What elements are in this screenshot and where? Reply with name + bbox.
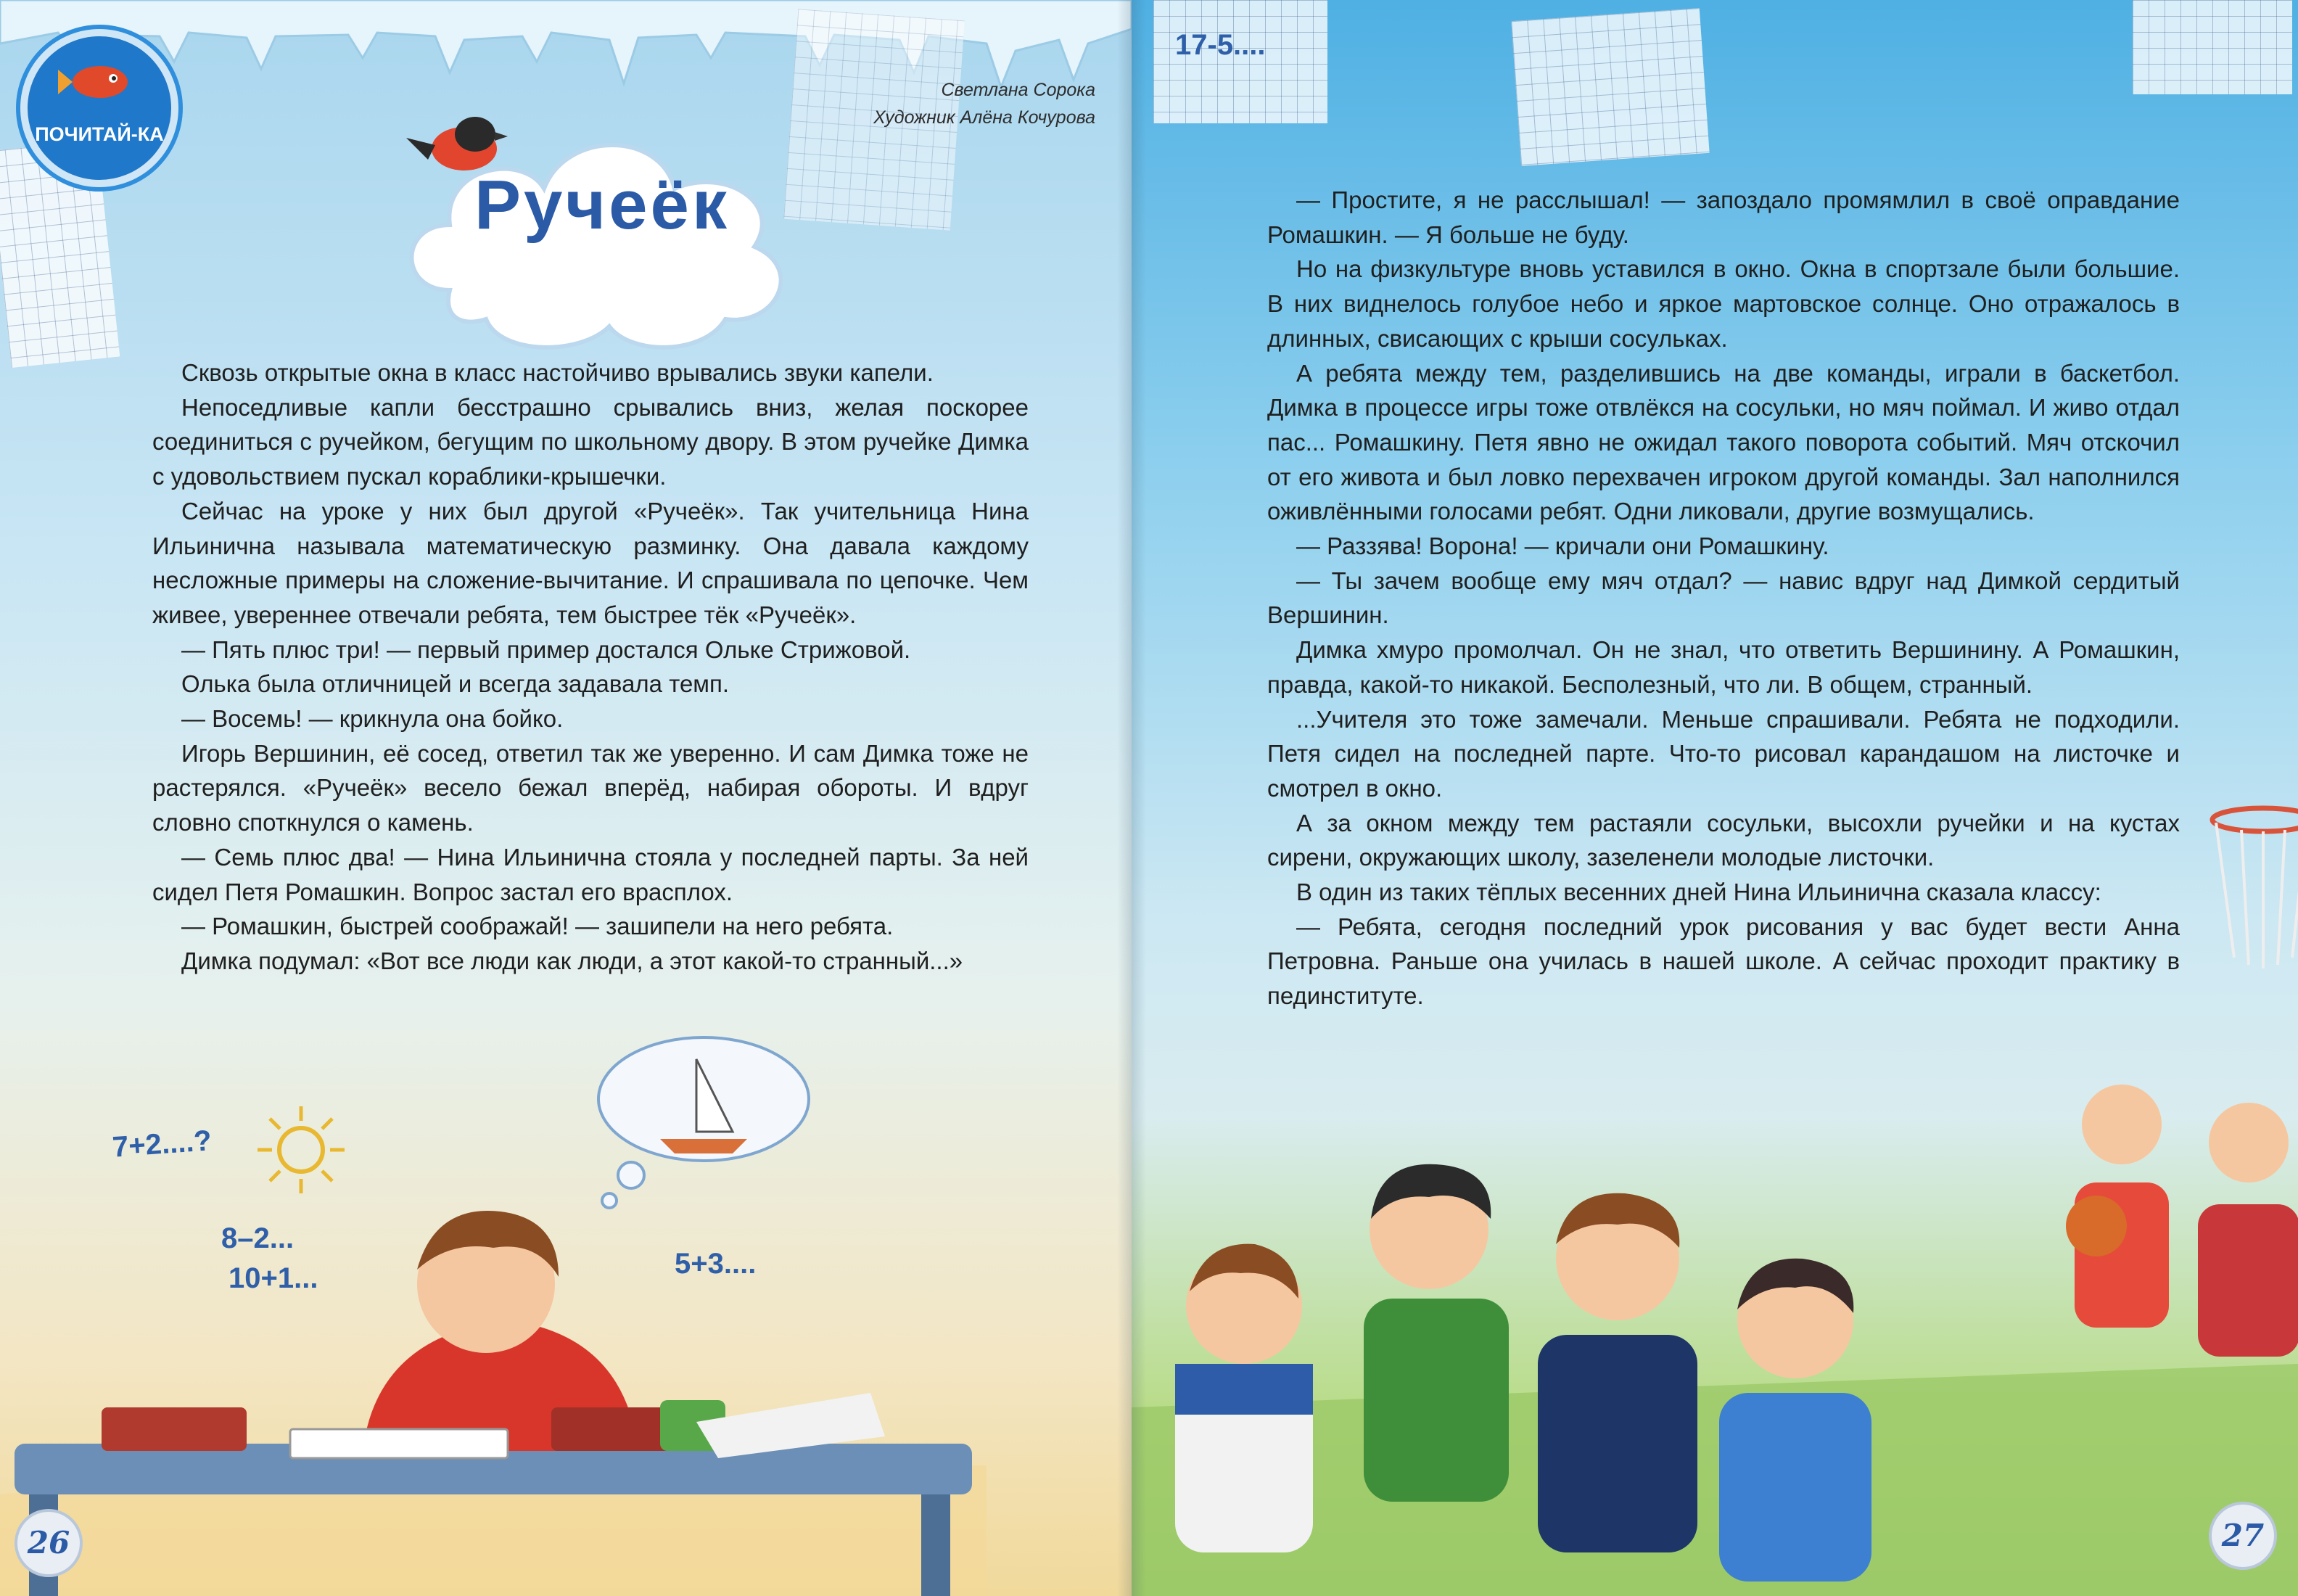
paragraph: Сквозь открытые окна в класс настойчиво врывались звуки капели. [181, 359, 934, 386]
book-gutter [1117, 0, 1146, 1596]
boy-at-desk-illustration [0, 1190, 1088, 1596]
paragraph: — Ребята, сегодня последний урок рисования у вас будет вести Анна Петровна. Раньше она училась в нашей школе. А сейчас проходит практику в пединституте. [1267, 913, 2180, 1010]
girl-blue-jacket [1719, 1259, 1871, 1581]
math-doodle: 8–2... [221, 1222, 295, 1254]
author-name: Светлана Сорока [941, 80, 1095, 100]
paragraph: Димка подумал: «Вот все люди как люди, а этот какой-то странный...» [181, 947, 963, 974]
page-number: 27 [2209, 1502, 2277, 1570]
grid-paper-patch [1511, 8, 1709, 166]
right-text [1267, 183, 2180, 1013]
paragraph: — Семь плюс два! — Нина Ильинична стояла у последней парты. За ней сидел Петя Ромашкин. Вопрос застал его врасплох. [152, 843, 1029, 905]
paragraph: — Простите, я не расслышал! — запоздало промямлил в своё оправдание Ромашкин. — Я больше не буду. [1267, 186, 2180, 248]
paragraph: — Восемь! — крикнула она бойко. [181, 705, 564, 733]
boy-with-basketball [2066, 1085, 2169, 1328]
paragraph: А за окном между тем растаяли сосульки, высохли ручейки и на кустах сирени, окружающих школу, зазеленели молодые листочки. [1267, 809, 2180, 871]
grid-paper-patch [2133, 0, 2292, 94]
math-doodle: 5+3.... [675, 1248, 757, 1280]
math-doodle: 17-5.... [1175, 29, 1266, 61]
paragraph: — Ромашкин, быстрей соображай! — зашипели на него ребята. [181, 913, 894, 940]
paragraph: Непоседливые капли бесстрашно срывались вниз, желая поскорее соединиться с ручейком, бегущим по школьному двору. В этом ручейке Димка с удовольствием пускал кораблики-крышечки. [152, 393, 1029, 490]
paragraph: — Ты зачем вообще ему мяч отдал? — навис вдруг над Димкой сердитый Вершинин. [1267, 567, 2180, 629]
paragraph: Но на физкультуре вновь уставился в окно. Окна в спортзале были большие. В них виднелось голубое небо и яркое мартовское солнце. Оно отражалось в длинных, свисающих с крыши сосульках. [1267, 255, 2180, 352]
page-number: 26 [15, 1509, 83, 1577]
paragraph: Игорь Вершинин, её сосед, ответил так же уверенно. И сам Димка тоже не растерялся. «Ручеёк» весело бежал вперёд, набирая обороты. И вдруг словно споткнулся о камень. [152, 739, 1029, 836]
boy-green-sweater [1364, 1164, 1509, 1502]
fish-icon [57, 57, 144, 107]
paragraph: — Раззява! Ворона! — кричали они Ромашкину. [1296, 532, 1829, 560]
section-badge [20, 29, 178, 187]
paragraph: А ребята между тем, разделившись на две команды, играли в баскетбол. Димка в процессе игры тоже отвлёкся на сосульки, но мяч поймал. И живо отдал пас... Ромашкину. Петя явно не ожидал такого поворота событий. Мяч отскочил от его живота и был ловко перехвачен игроком другой команды. Зал наполнился оживлёнными голосами ребят. Одни ликовали, другие возмущались. [1267, 359, 2180, 525]
math-doodle: 7+2....? [111, 1124, 213, 1164]
grid-paper-patch [1153, 0, 1327, 123]
story-title: Ручеёк [474, 166, 730, 244]
paragraph: Олька была отличницей и всегда задавала темп. [181, 670, 730, 698]
paragraph: Сейчас на уроке у них был другой «Ручеёк». Так учительница Нина Ильинична называла математическую разминку. Она давала каждому несложные примеры на сложение-вычитание. И спрашивала по цепочке. Чем живее, увереннее отвечали ребята, тем быстрее тёк «Ручеёк». [152, 497, 1029, 628]
boy-red-striped-shirt [2198, 1103, 2298, 1357]
boy-blue-hoodie [1175, 1244, 1313, 1552]
badge-label: ПОЧИТАЙ-КА [35, 123, 164, 145]
paragraph: — Пять плюс три! — первый пример достался Ольке Стрижовой. [181, 635, 911, 663]
paragraph: В один из таких тёплых весенних дней Нина Ильинична сказала классу: [1296, 879, 2101, 906]
illustrator-name: Художник Алёна Кочурова [873, 107, 1095, 128]
basketball-hoop-icon [2191, 798, 2298, 987]
right-page [1132, 0, 2298, 1596]
left-page [0, 0, 1132, 1596]
boy-navy-shirt [1538, 1193, 1697, 1552]
left-text [152, 355, 1029, 979]
sun-doodle [254, 1103, 348, 1197]
paragraph: Димка хмуро промолчал. Он не знал, что ответить Вершинину. А Ромашкин, правда, какой-то никакой. Бесполезный, что ли. В общем, странный. [1267, 636, 2180, 698]
credits [873, 76, 1095, 131]
math-doodle: 10+1... [228, 1262, 318, 1294]
paragraph: ...Учителя это тоже замечали. Меньше спрашивали. Ребята не подходили. Петя сидел на последней парте. Что-то рисовал карандашом на листочке и смотрел в окно. [1267, 705, 2180, 802]
children-illustration [1132, 1059, 2298, 1596]
